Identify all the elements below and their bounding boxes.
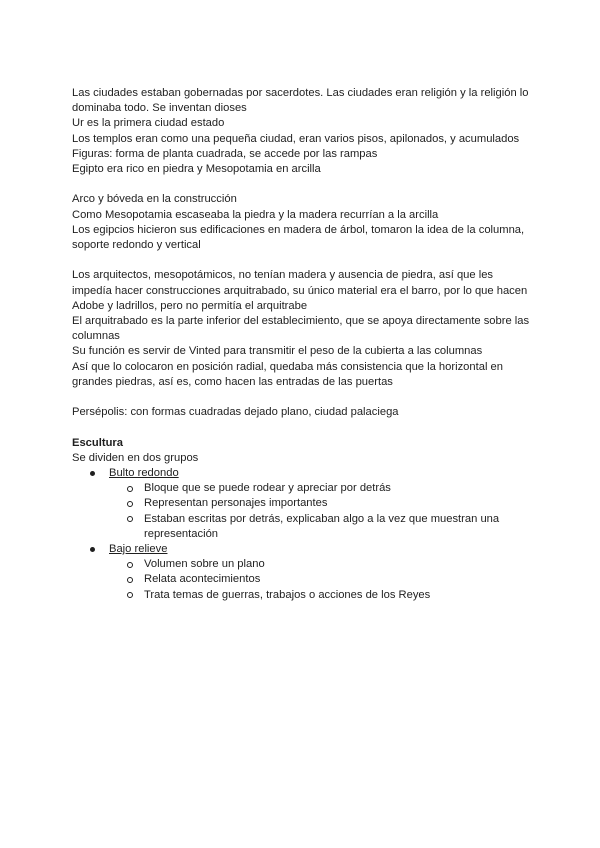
spacer: [72, 177, 532, 192]
paragraph: Los egipcios hicieron sus edificaciones en madera de árbol, tomaron la idea de la columna, soporte redondo y vertical: [72, 223, 525, 252]
list-item-text: Volumen sobre un plano: [144, 558, 265, 571]
spacer: [72, 390, 532, 405]
paragraph: Los arquitectos, mesopotámicos, no tenían madera y ausencia de piedra, así que les impedía hacer construcciones arquitrabado, su único material era el barro, por lo que hacen Adobe y ladrillos, pero no permitía el arquitrabe: [72, 269, 528, 312]
group-list: [72, 466, 532, 603]
spacer: [72, 420, 532, 435]
persepolis-section: [72, 405, 532, 420]
paragraph: Arco y bóveda en la construcción: [72, 193, 237, 206]
hollow-bullet-icon: [127, 577, 133, 583]
filled-bullet-icon: [90, 471, 95, 476]
list-item: [127, 572, 532, 587]
list-item: [127, 588, 532, 603]
paragraph: Persépolis: con formas cuadradas dejado plano, ciudad palaciega: [72, 406, 399, 419]
paragraph: Como Mesopotamia escaseaba la piedra y la madera recurrían a la arcilla: [72, 208, 439, 221]
paragraph: Figuras: forma de planta cuadrada, se accede por las rampas: [72, 147, 378, 160]
list-item: [127, 557, 532, 572]
architects-section: [72, 268, 532, 390]
list-item: [90, 466, 532, 542]
list-item: [127, 481, 532, 496]
group-title: Bajo relieve: [109, 543, 168, 556]
paragraph: Así que lo colocaron en posición radial, quedaba más consistencia que la horizontal en grandes piedras, así es, como hacen las entradas de las puertas: [72, 360, 503, 388]
paragraph: Se dividen en dos grupos: [72, 451, 199, 464]
spacer: [72, 253, 532, 268]
group-title: Bulto redondo: [109, 467, 179, 480]
list-item-text: Estaban escritas por detrás, explicaban algo a la vez que muestran una representación: [144, 512, 500, 540]
intro-section: [72, 86, 532, 177]
list-item: [127, 496, 532, 511]
list-item-text: Trata temas de guerras, trabajos o acciones de los Reyes: [144, 588, 431, 601]
document-page: [72, 86, 532, 603]
hollow-bullet-icon: [127, 592, 133, 598]
paragraph: Su función es servir de Vinted para transmitir el peso de la cubierta a las columnas: [72, 345, 483, 358]
hollow-bullet-icon: [127, 501, 133, 507]
filled-bullet-icon: [90, 547, 95, 552]
list-item-text: Relata acontecimientos: [144, 573, 261, 586]
escultura-section: [72, 436, 532, 603]
paragraph: El arquitrabado es la parte inferior del establecimiento, que se apoya directamente sobre las columnas: [72, 315, 530, 343]
paragraph: Los templos eran como una pequeña ciudad, eran varios pisos, apilonados, y acumulados: [72, 132, 520, 145]
paragraph: Las ciudades estaban gobernadas por sacerdotes. Las ciudades eran religión y la religión lo dominaba todo. Se inventan dioses: [72, 87, 529, 115]
list-item-text: Representan personajes importantes: [144, 497, 328, 510]
list-item: [127, 512, 532, 542]
arch-section: [72, 192, 532, 253]
sub-list: [109, 481, 532, 542]
sub-list: [109, 557, 532, 603]
paragraph: Ur es la primera ciudad estado: [72, 117, 225, 130]
list-item: [90, 542, 532, 603]
section-heading: Escultura: [72, 436, 123, 449]
hollow-bullet-icon: [127, 486, 133, 492]
hollow-bullet-icon: [127, 562, 133, 568]
paragraph: Egipto era rico en piedra y Mesopotamia en arcilla: [72, 163, 321, 176]
list-item-text: Bloque que se puede rodear y apreciar por detrás: [144, 482, 391, 495]
hollow-bullet-icon: [127, 516, 133, 522]
